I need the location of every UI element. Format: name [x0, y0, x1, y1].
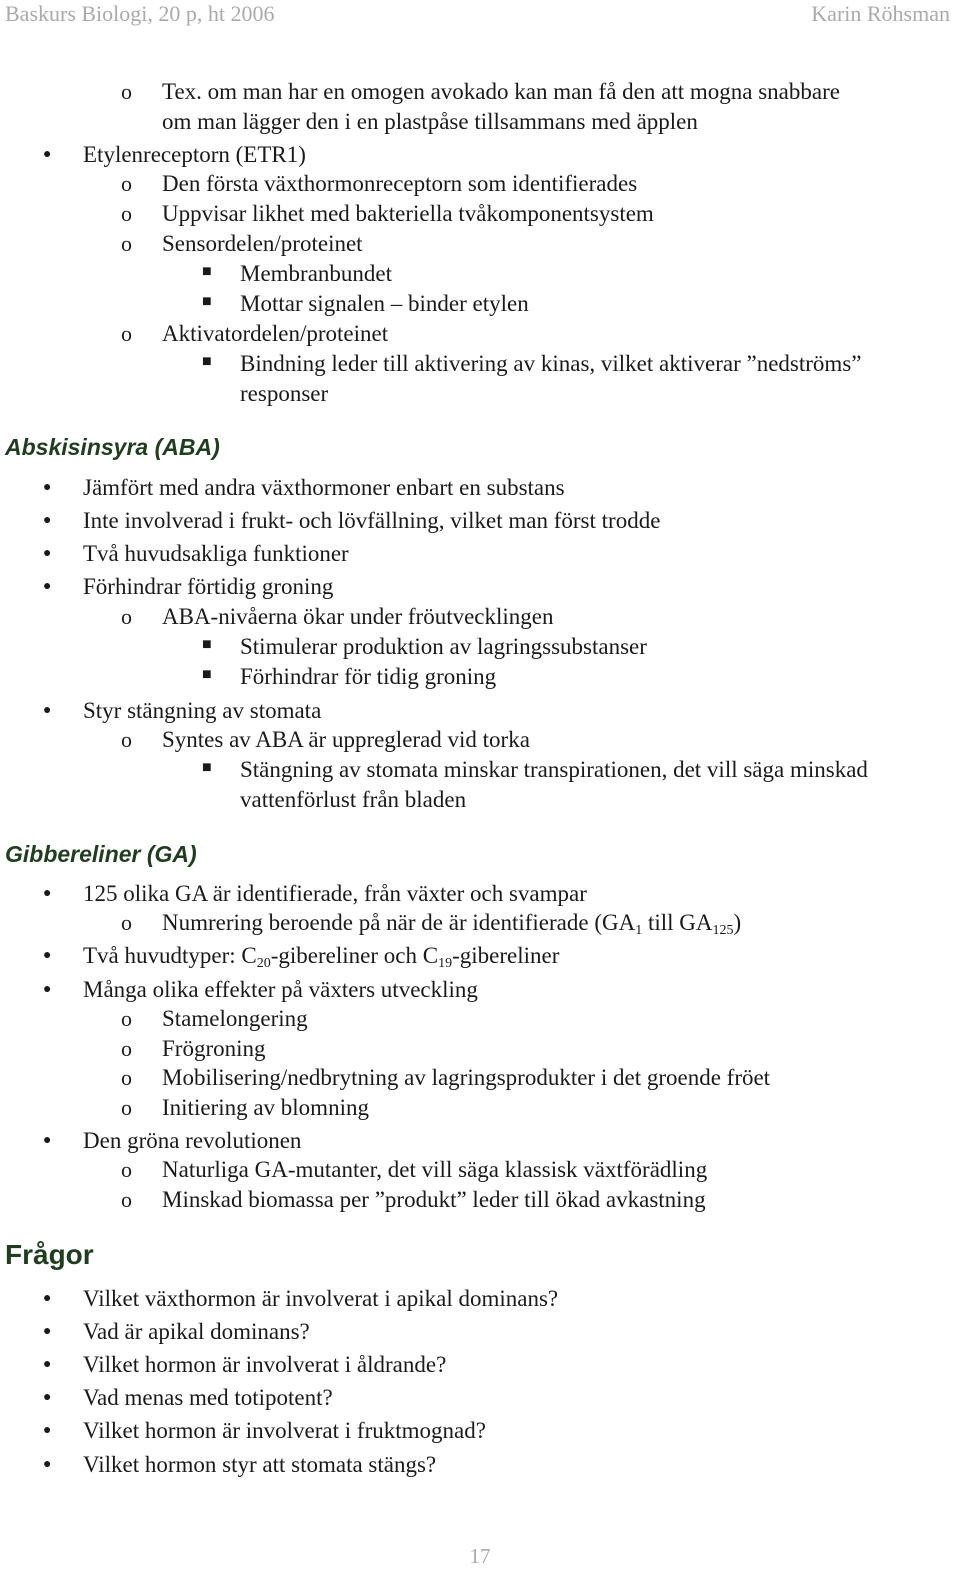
list-item: o Mobilisering/nedbrytning av lagringsprodukter i det groende fröet: [121, 1065, 771, 1090]
bullet-icon: ●: [43, 1133, 52, 1148]
list-item: o Uppvisar likhet med bakteriella tvåkomponentsystem: [121, 201, 654, 226]
list-item: ● Jämfört med andra växthormoner enbart en substans: [43, 475, 565, 500]
list-item: ■ Membranbundet: [202, 261, 393, 286]
list-item: ● Förhindrar förtidig groning: [43, 574, 334, 599]
square-bullet-icon: ■: [202, 636, 212, 653]
bullet-icon: ●: [43, 703, 52, 718]
circle-bullet-icon: o: [121, 727, 132, 752]
list-item: o Stamelongering: [121, 1006, 308, 1031]
list-item: ● Vilket hormon är involverat i åldrande?: [43, 1352, 447, 1377]
list-item-continuation: vattenförlust från bladen: [240, 787, 467, 812]
page-number: 17: [469, 1544, 491, 1568]
bullet-icon: ●: [43, 1357, 52, 1372]
list-item: ● Vad menas med totipotent?: [43, 1385, 333, 1410]
bullet-icon: ●: [43, 147, 52, 162]
list-item: ● Många olika effekter på växters utveckling: [43, 977, 478, 1002]
list-item: ■ Förhindrar för tidig groning: [202, 664, 497, 689]
list-item: ● Vilket växthormon är involverat i apikal dominans?: [43, 1286, 559, 1311]
list-item: ■ Stängning av stomata minskar transpirationen, det vill säga minskad: [202, 757, 868, 782]
list-item: ● Två huvudtyper: $C_{20}$-gibereliner och $C_{19}$-gibereliner: [43, 943, 560, 971]
circle-bullet-icon: o: [121, 171, 132, 196]
bullet-icon: ●: [43, 1324, 52, 1339]
circle-bullet-icon: o: [121, 1157, 132, 1182]
list-item: o Syntes av ABA är uppreglerad vid torka: [121, 727, 530, 752]
circle-bullet-icon: o: [121, 79, 132, 104]
bullet-icon: ●: [43, 886, 52, 901]
circle-bullet-icon: o: [121, 321, 132, 346]
bullet-icon: ●: [43, 1291, 52, 1306]
circle-bullet-icon: o: [121, 604, 132, 629]
bullet-icon: ●: [43, 948, 52, 963]
list-item: o ABA-nivåerna ökar under fröutvecklingen: [121, 604, 554, 629]
list-item: o Numrering beroende på när de är identifierade ($GA_1$ till $GA_{125}$): [121, 910, 742, 938]
bullet-icon: ●: [43, 579, 52, 594]
section-heading-questions: Frågor: [5, 1239, 94, 1270]
list-item-continuation: responser: [240, 381, 329, 406]
bullet-icon: ●: [43, 513, 52, 528]
list-item: o Sensordelen/proteinet: [121, 231, 363, 256]
circle-bullet-icon: o: [121, 201, 132, 226]
square-bullet-icon: ■: [202, 353, 212, 370]
circle-bullet-icon: o: [121, 1187, 132, 1212]
list-item: ■ Mottar signalen – binder etylen: [202, 291, 529, 316]
bullet-icon: ●: [43, 546, 52, 561]
list-item: ● Etylenreceptorn (ETR1): [43, 142, 306, 167]
bullet-icon: ●: [43, 982, 52, 997]
bullet-icon: ●: [43, 1457, 52, 1472]
list-item: o Frögroning: [121, 1036, 266, 1061]
circle-bullet-icon: o: [121, 1006, 132, 1031]
circle-bullet-icon: o: [121, 1036, 132, 1061]
list-item-continuation: om man lägger den i en plastpåse tillsammans med äpplen: [162, 109, 698, 134]
page-header: [0, 0, 960, 30]
list-item: ● Inte involverad i frukt- och lövfällning, vilket man först trodde: [43, 508, 661, 533]
circle-bullet-icon: o: [121, 910, 132, 935]
circle-bullet-icon: o: [121, 231, 132, 256]
square-bullet-icon: ■: [202, 263, 212, 280]
list-item: ● Styr stängning av stomata: [43, 698, 322, 723]
list-item: ■ Bindning leder till aktivering av kinas, vilket aktiverar ”nedströms”: [202, 351, 862, 376]
list-item: ● Vilket hormon är involverat i fruktmognad?: [43, 1418, 486, 1443]
list-item: ■ Stimulerar produktion av lagringssubstanser: [202, 634, 647, 659]
list-item: o Den första växthormonreceptorn som identifierades: [121, 171, 638, 196]
bullet-icon: ●: [43, 1423, 52, 1438]
square-bullet-icon: ■: [202, 293, 212, 310]
list-item: o Initiering av blomning: [121, 1095, 369, 1120]
list-item: o Minskad biomassa per ”produkt” leder till ökad avkastning: [121, 1187, 706, 1212]
circle-bullet-icon: o: [121, 1095, 132, 1120]
header-author: Karin Röhsman: [811, 1, 950, 26]
list-item: ● Två huvudsakliga funktioner: [43, 541, 349, 566]
list-item: ● Vilket hormon styr att stomata stängs?: [43, 1452, 437, 1477]
circle-bullet-icon: o: [121, 1065, 132, 1090]
section-heading-ga: Gibbereliner (GA): [5, 841, 197, 867]
bullet-icon: ●: [43, 1390, 52, 1405]
list-item: o Naturliga GA-mutanter, det vill säga klassisk växtförädling: [121, 1157, 708, 1182]
list-item: ● Vad är apikal dominans?: [43, 1319, 310, 1344]
section-heading-aba: Abskisinsyra (ABA): [5, 434, 220, 460]
list-item: ● Den gröna revolutionen: [43, 1128, 302, 1153]
list-item: ● 125 olika GA är identifierade, från växter och svampar: [43, 881, 587, 906]
bullet-icon: ●: [43, 480, 52, 495]
list-item: o Tex. om man har en omogen avokado kan man få den att mogna snabbare: [121, 79, 840, 104]
header-course-title: Baskurs Biologi, 20 p, ht 2006: [5, 1, 275, 26]
square-bullet-icon: ■: [202, 759, 212, 776]
square-bullet-icon: ■: [202, 666, 212, 683]
list-item: o Aktivatordelen/proteinet: [121, 321, 389, 346]
